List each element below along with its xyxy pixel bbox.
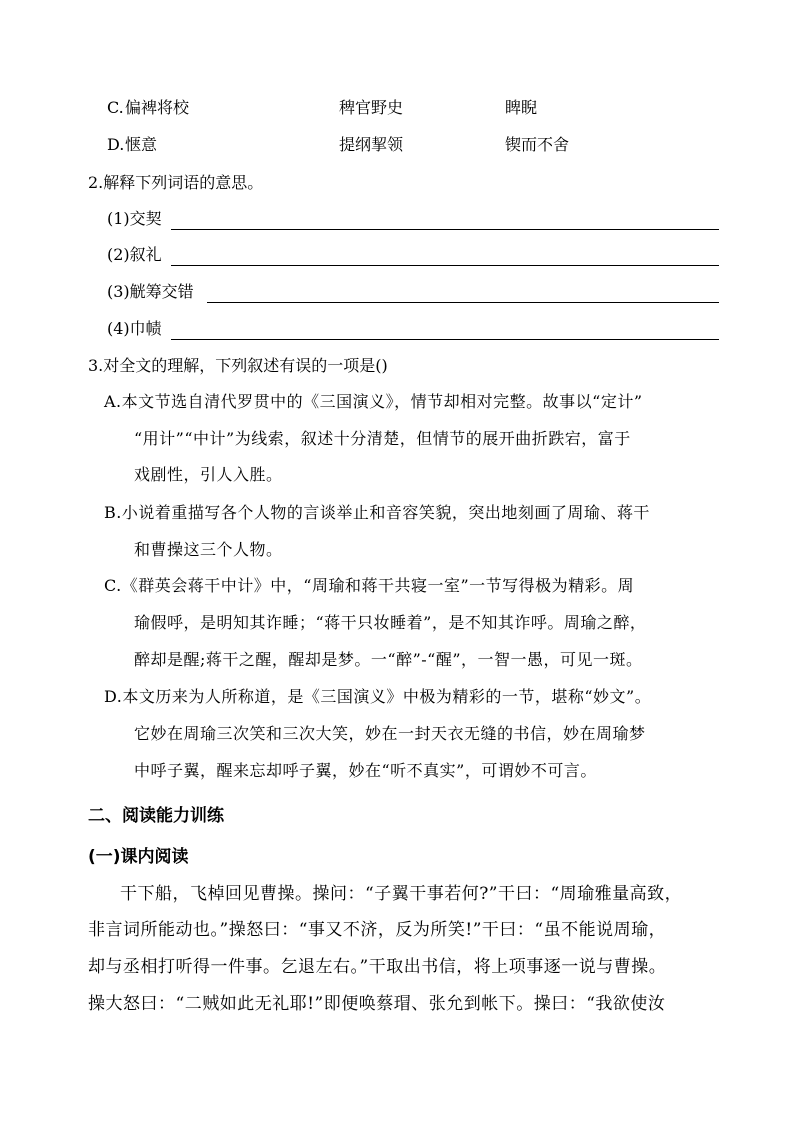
q2-item-3 xyxy=(107,280,719,304)
answer-blank[interactable] xyxy=(171,229,719,230)
q3-option-a-line: 戏剧性，引人入胜。 xyxy=(134,465,283,484)
q3-option-d-line: 它妙在周瑜三次笑和三次大笑，妙在一封天衣无缝的书信，妙在周瑜梦 xyxy=(134,724,646,743)
q3-option-c-line: 瑜假呼，是明知其诈睡；“蒋干只妆睡着”，是不知其诈呼。周瑜之醉， xyxy=(134,613,647,632)
q1-option-c xyxy=(0,96,794,120)
passage-line: 却与丞相打听得一件事。乞退左右。”干取出书信，将上项事逐一说与曹操。 xyxy=(88,957,667,977)
passage-line: 操大怒曰：“二贼如此无礼耶!”即便唤蔡瑁、张允到帐下。操曰：“我欲使汝 xyxy=(88,994,666,1014)
question-2-stem: 2.解释下列词语的意思。 xyxy=(88,173,264,192)
option-word: 偏裨将校 xyxy=(125,98,190,117)
option-letter: D. xyxy=(107,135,125,154)
option-word: 睥睨 xyxy=(505,98,538,117)
q3-option-d-line: 中呼子翼，醒来忘却呼子翼，妙在“听不真实”，可谓妙不可言。 xyxy=(134,761,597,780)
option-word: 惬意 xyxy=(125,135,158,154)
q3-option-b-line: 和曹操这三个人物。 xyxy=(134,540,283,559)
q2-item-4 xyxy=(107,317,719,341)
term-label: (2)叙礼 xyxy=(107,245,162,264)
q3-option-a-line: A.本文节选自清代罗贯中的《三国演义》，情节却相对完整。故事以“定计” xyxy=(104,392,643,411)
q3-option-a-line: “用计”“中计”为线索，叙述十分清楚，但情节的展开曲折跌宕，富于 xyxy=(134,429,631,448)
subsection-heading: (一)课内阅读 xyxy=(88,847,189,867)
answer-blank[interactable] xyxy=(171,339,719,340)
section-heading: 二、阅读能力训练 xyxy=(88,806,224,826)
question-3-stem: 3.对全文的理解，下列叙述有误的一项是() xyxy=(88,356,388,375)
q1-option-d xyxy=(0,133,794,157)
q3-option-d-line: D.本文历来为人所称道，是《三国演义》中极为精彩的一节，堪称“妙文”。 xyxy=(104,687,652,706)
q3-option-c-line: 醉却是醒;蒋干之醒，醒却是梦。一“醉”-“醒”，一智一愚，可见一斑。 xyxy=(134,650,643,669)
answer-blank[interactable] xyxy=(207,302,719,303)
term-label: (4)巾帻 xyxy=(107,319,162,338)
passage-line: 干下船，飞棹回见曹操。操问：“子翼干事若何?”干曰：“周瑜雅量高致， xyxy=(120,884,683,904)
option-word: 提纲挈领 xyxy=(339,135,404,154)
q3-option-c-line: C.《群英会蒋干中计》中，“周瑜和蒋干共寝一室”一节写得极为精彩。周 xyxy=(104,576,635,595)
term-label: (3)觥筹交错 xyxy=(107,282,194,301)
q3-option-b-line: B.小说着重描写各个人物的言谈举止和音容笑貌，突出地刻画了周瑜、蒋干 xyxy=(104,503,650,522)
option-word: 稗官野史 xyxy=(339,98,404,117)
term-label: (1)交契 xyxy=(107,209,162,228)
option-letter: C. xyxy=(107,98,124,117)
option-word: 锲而不舍 xyxy=(505,135,570,154)
answer-blank[interactable] xyxy=(171,265,719,266)
q2-item-2 xyxy=(107,243,719,267)
passage-line: 非言词所能动也。”操怒曰：“事又不济，反为所笑!”干曰：“虽不能说周瑜， xyxy=(88,920,667,940)
q2-item-1 xyxy=(107,207,719,231)
